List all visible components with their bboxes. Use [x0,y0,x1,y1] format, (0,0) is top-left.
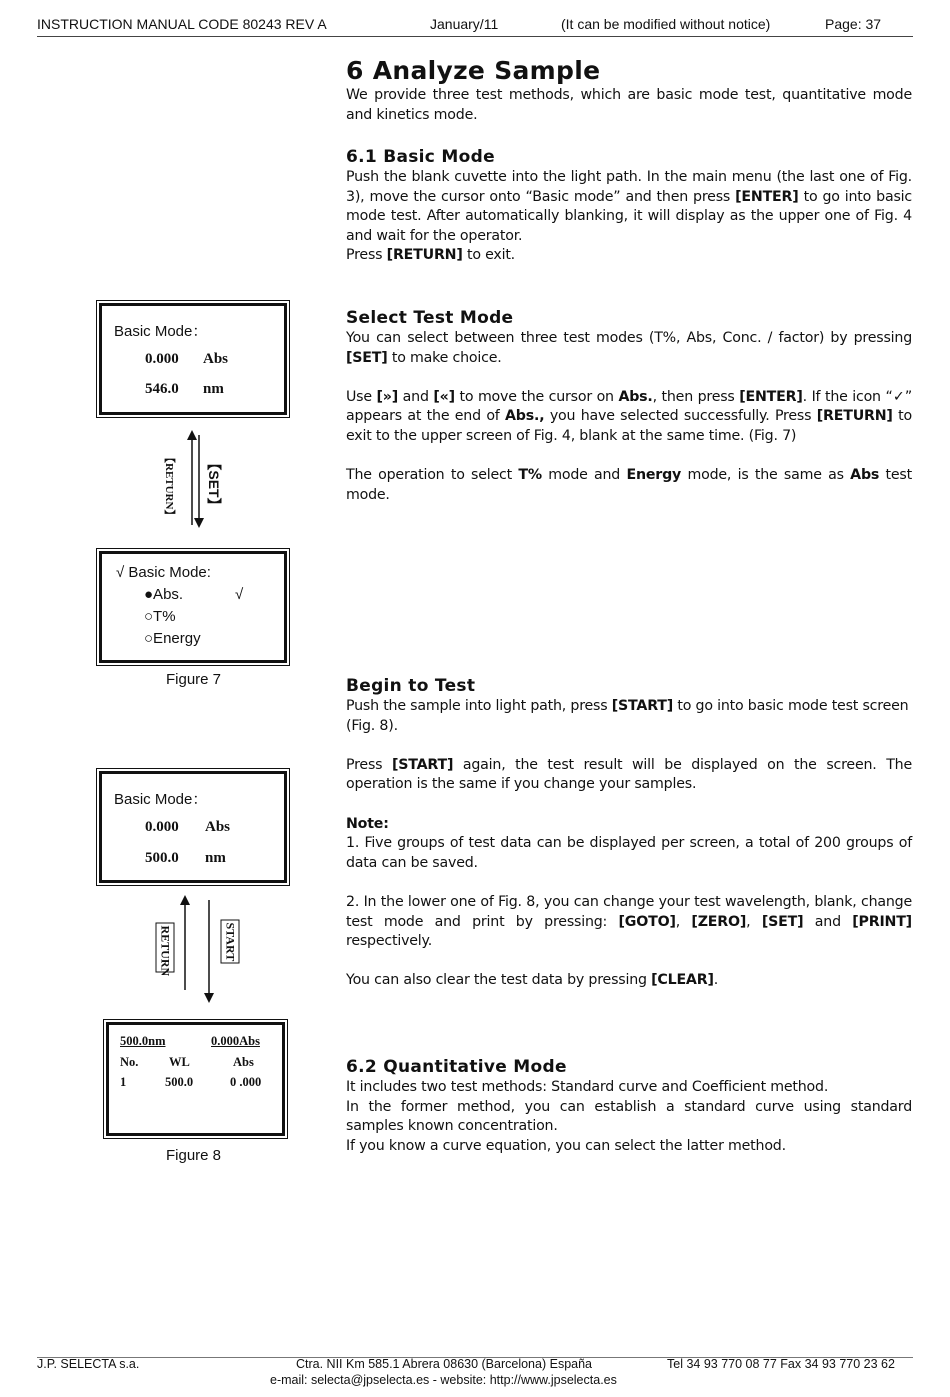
section-6-title: 6 Analyze Sample [346,56,601,85]
fig8-row-wl: 500.0 [165,1075,194,1089]
basic-mode-section [346,146,912,266]
figure-8-caption: Figure 8 [166,1147,222,1164]
footer-contact: e-mail: selecta@jpselecta.es - website: http://www.jpselecta.es [270,1373,617,1387]
header-page-number: Page: 37 [825,16,882,32]
fig7-option-abs: ●Abs. [144,586,184,603]
fig7-screen-title: Basic Mode： [114,323,208,340]
select-test-mode-section [346,307,912,505]
quantitative-mode-section [346,1056,912,1156]
select-test-paragraph-3: The operation to select T% mode and Energy mode, is the same as Abs test mode. [346,467,912,503]
note-2: 2. In the lower one of Fig. 8, you can change your test wavelength, blank, change test mode and print by pressing: [GOTO], [ZERO], [SET] and [PRINT] respectively. [346,893,912,950]
section-6-intro: We provide three test methods, which are basic mode test, quantitative mode and kinetics mode. [346,87,912,123]
fig8-row-no: 1 [120,1075,127,1089]
header-notice: (It can be modified without notice) [561,16,771,32]
fig8-double-arrow-icon [175,895,215,1010]
fig8-row-abs: 0 .000 [230,1075,262,1089]
fig7-basic-mode-screen [99,303,287,415]
begin-to-test-title: Begin to Test [346,676,476,696]
fig8-result-wavelength: 500.0nm [120,1034,166,1048]
fig8-screen-wavelength: 500.0 [145,850,179,866]
fig7-screen-wavelength-unit: nm [203,381,224,397]
fig7-check-icon: √ [235,586,244,603]
header-rule [37,36,913,37]
fig8-column-abs: Abs [233,1055,254,1069]
fig8-result-screen [106,1022,285,1136]
fig8-screen-value: 0.000 [145,819,179,835]
fig8-result-abs: 0.000Abs [211,1034,260,1048]
fig8-start-label: START [221,920,240,964]
quantitative-paragraph-1: It includes two test methods: Standard curve and Coefficient method. [346,1079,829,1095]
footer-address: Ctra. NII Km 585.1 Abrera 08630 (Barcelona) España [296,1357,592,1371]
fig8-column-wl: WL [169,1055,190,1069]
basic-mode-paragraph-2: Press [RETURN] to exit. [346,247,515,264]
select-test-paragraph-2: Use [»] and [«] to move the cursor on Abs., then press [ENTER]. If the icon “✓” appears at the end of Abs., you have selected successfully. Press [RETURN] to exit to the upper screen of Fig. 4, blank at the same time. (Fig. 7) [346,388,913,444]
fig7-screen-wavelength: 546.0 [145,381,179,397]
note-label: Note: [346,815,389,832]
fig7-option-energy: ○Energy [144,630,201,647]
begin-test-paragraph-4: You can also clear the test data by pressing [CLEAR]. [346,972,719,989]
header-manual-code: INSTRUCTION MANUAL CODE 80243 REV A [37,16,327,32]
select-test-mode-title: Select Test Mode [346,308,514,328]
header-date: January/11 [430,16,499,32]
footer-company: J.P. SELECTA s.a. [37,1357,140,1371]
note-1: 1. Five groups of test data can be displayed per screen, a total of 200 groups of data can be saved. [346,835,912,871]
quantitative-mode-title: 6.2 Quantitative Mode [346,1057,567,1077]
section-6 [346,56,912,125]
fig8-basic-mode-screen [99,771,287,883]
fig8-column-no: No. [120,1055,139,1069]
fig7-return-label: 【RETURN】 [163,452,175,521]
select-test-paragraph-1: You can select between three test modes (T%, Abs, Conc. / factor) by pressing [SET] to make choice. [346,330,912,366]
fig7-select-title: √ Basic Mode: [116,564,211,581]
fig8-screen-unit: Abs [205,819,231,835]
quantitative-paragraph-3: If you know a curve equation, you can select the latter method. [346,1137,786,1154]
begin-test-paragraph-1: Push the sample into light path, press [START] to go into basic mode test screen (Fig. 8). [346,698,909,734]
begin-to-test-section [346,675,912,991]
begin-test-paragraph-2: Press [START] again, the test result will be displayed on the screen. The operation is the same if you change your samples. [346,756,912,793]
fig7-screen-unit: Abs [203,351,229,367]
basic-mode-paragraph-1: Push the blank cuvette into the light path. In the main menu (the last one of Fig. 3), move the cursor onto “Basic mode” and then press [ENTER] to go into basic mode test. After automatically blanking, it will display as the upper one of Fig. 4 and wait for the operator. [346,169,912,244]
fig8-screen-wavelength-unit: nm [205,850,226,866]
fig7-set-label: 【SET】 [206,456,222,512]
fig7-screen-value: 0.000 [145,351,179,367]
fig7-option-t-percent: ○T% [144,608,176,625]
fig8-screen-title: Basic Mode： [114,791,208,808]
footer-phone-fax: Tel 34 93 770 08 77 Fax 34 93 770 23 62 [667,1357,895,1371]
fig8-return-label: RETURN [156,923,175,973]
fig7-mode-select-screen [99,551,287,663]
figure-7-caption: Figure 7 [166,671,222,688]
quantitative-paragraph-2: In the former method, you can establish a standard curve using standard samples known concentration. [346,1098,912,1135]
basic-mode-title: 6.1 Basic Mode [346,147,495,167]
